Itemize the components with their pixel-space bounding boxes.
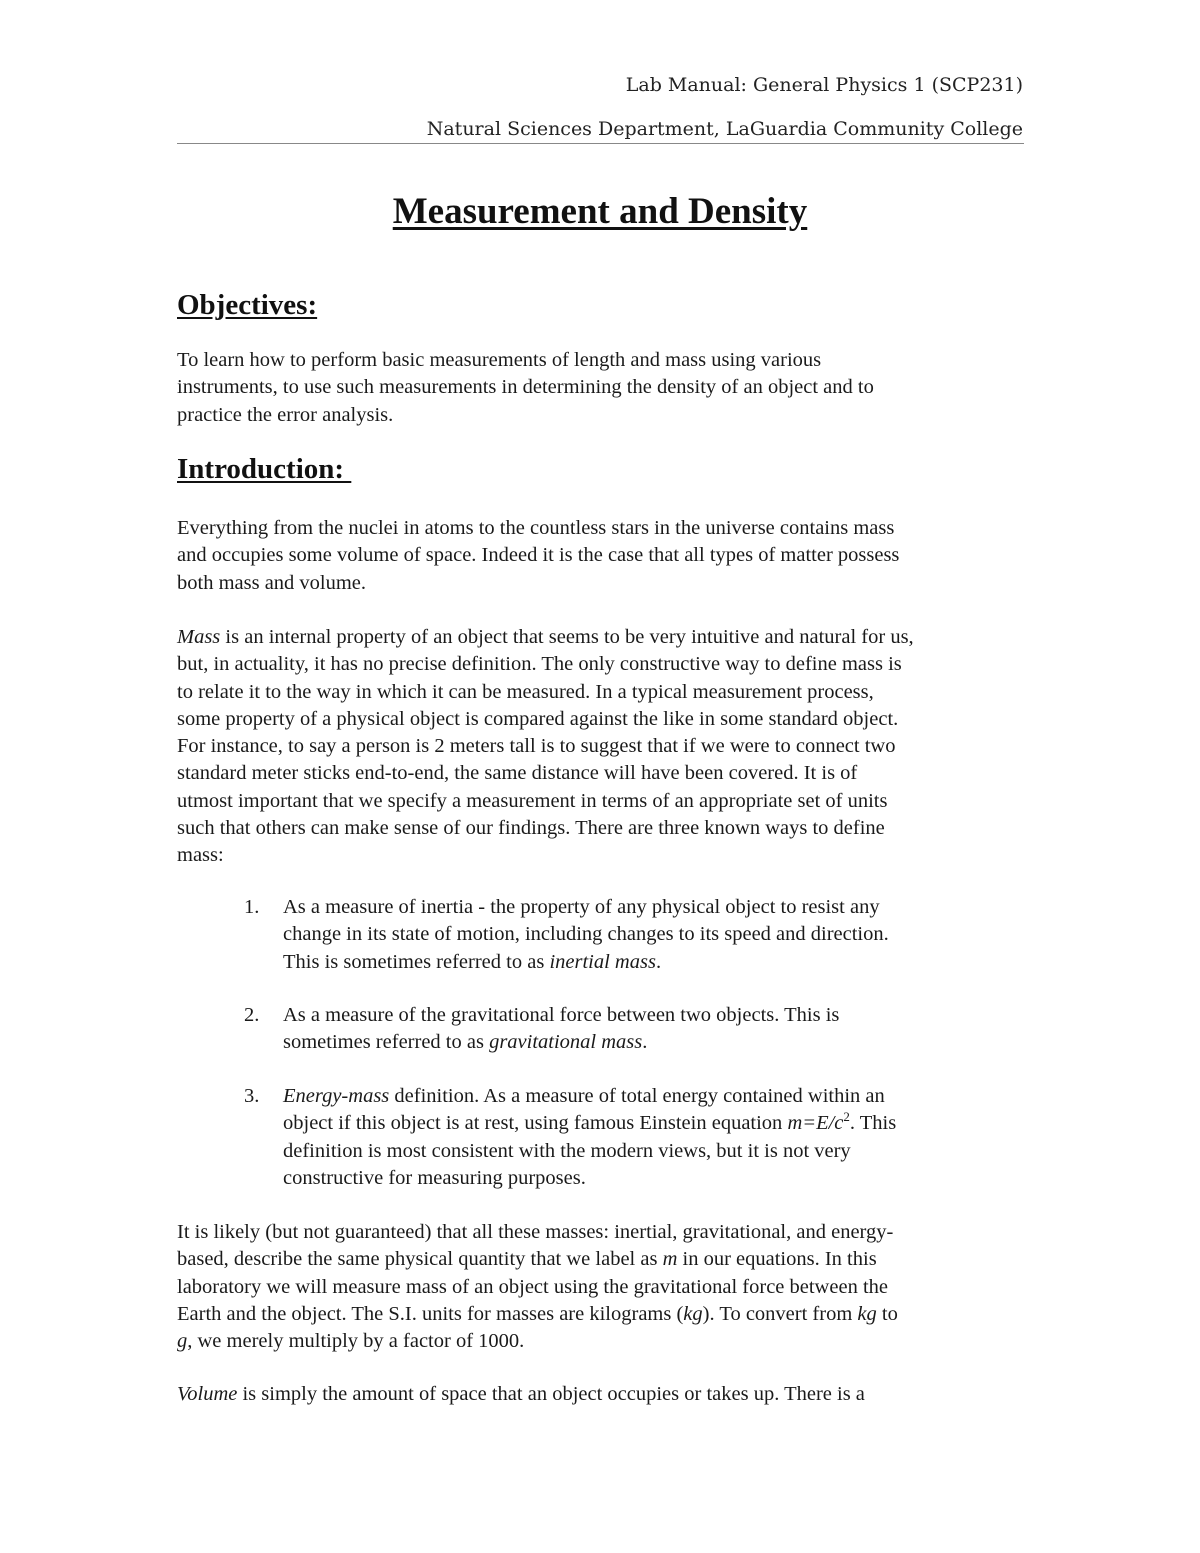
text-line: Energy-mass definition. As a measure of total energy contained within an xyxy=(283,1085,885,1107)
header-divider xyxy=(177,143,1024,144)
text-line: and occupies some volume of space. Indeed it is the case that all types of matter possess xyxy=(177,544,900,567)
text-line: to relate it to the way in which it can be measured. In a typical measurement process, xyxy=(177,680,874,703)
list-number: 1. xyxy=(244,896,260,918)
mass-term: Mass xyxy=(177,626,221,648)
text-line: utmost important that we specify a measurement in terms of an appropriate set of units xyxy=(177,789,888,812)
volume-term: Volume xyxy=(177,1383,238,1405)
text-line: object if this object is at rest, using famous Einstein equation $m=E/c^2$. This xyxy=(283,1109,897,1135)
unit-kg: kg xyxy=(857,1302,877,1325)
text-line: standard meter sticks end-to-end, the same distance will have been covered. It is of xyxy=(177,762,858,785)
objectives-paragraph xyxy=(177,347,1037,429)
text-line: Everything from the nuclei in atoms to the countless stars in the universe contains mass xyxy=(177,517,895,539)
text-line: Mass is an internal property of an object that seems to be very intuitive and natural for us, xyxy=(177,626,914,648)
text-line: but, in actuality, it has no precise definition. The only constructive way to define mass is xyxy=(177,653,902,676)
text-line: some property of a physical object is compared against the like in some standard object. xyxy=(177,707,899,730)
volume-paragraph xyxy=(177,1381,1037,1408)
text-line: change in its state of motion, including changes to its speed and direction. xyxy=(283,923,889,946)
gravitational-mass-term: gravitational mass xyxy=(489,1031,643,1054)
equation-exponent: 2 xyxy=(843,1109,850,1125)
objectives-heading: Objectives: xyxy=(177,289,318,321)
unit-kg: kg xyxy=(683,1302,703,1325)
text-line: g, we merely multiply by a factor of 1000. xyxy=(177,1330,525,1353)
energy-mass-term: Energy-mass xyxy=(283,1085,390,1107)
list-number: 3. xyxy=(244,1085,260,1107)
mass-paragraph xyxy=(177,624,1037,870)
text-line: instruments, to use such measurements in determining the density of an object and to xyxy=(177,376,874,399)
text-line: laboratory we will measure mass of an object using the gravitational force between the xyxy=(177,1275,888,1298)
text-line: As a measure of the gravitational force between two objects. This is xyxy=(283,1004,840,1026)
text-line: practice the error analysis. xyxy=(177,403,394,426)
text-line: It is likely (but not guaranteed) that all these masses: inertial, gravitational, and energy- xyxy=(177,1221,894,1243)
text-line: mass: xyxy=(177,844,224,867)
header-course-title: Lab Manual: General Physics 1 (SCP231) xyxy=(625,74,1023,96)
text-line: This is sometimes referred to as inertial mass. xyxy=(283,950,662,973)
text-line: based, describe the same physical quantity that we label as m in our equations. In this xyxy=(177,1248,877,1271)
header-department: Natural Sciences Department, LaGuardia Community College xyxy=(426,118,1023,140)
masses-paragraph xyxy=(177,1219,1037,1355)
text-line: To learn how to perform basic measurements of length and mass using various xyxy=(177,349,822,371)
einstein-equation: m=E/c xyxy=(787,1112,844,1135)
text-line: Earth and the object. The S.I. units for masses are kilograms (kg). To convert from kg to xyxy=(177,1302,898,1325)
list-number: 2. xyxy=(244,1004,260,1026)
mass-symbol: m xyxy=(662,1248,678,1271)
text-line: For instance, to say a person is 2 meters tall is to suggest that if we were to connect two xyxy=(177,735,896,758)
text-line: sometimes referred to as gravitational mass. xyxy=(283,1031,648,1054)
text-line: definition is most consistent with the modern views, but it is not very xyxy=(283,1139,851,1162)
text-line: Volume is simply the amount of space that an object occupies or takes up. There is a xyxy=(177,1383,865,1405)
inertial-mass-term: inertial mass xyxy=(549,950,656,973)
unit-g: g xyxy=(177,1330,188,1353)
text-line: As a measure of inertia - the property of any physical object to resist any xyxy=(283,896,880,918)
text-line: constructive for measuring purposes. xyxy=(283,1166,586,1189)
introduction-heading: Introduction: xyxy=(177,453,352,485)
introduction-paragraph xyxy=(177,515,1037,597)
text-line: such that others can make sense of our findings. There are three known ways to define xyxy=(177,817,885,840)
document-title: Measurement and Density xyxy=(392,191,808,232)
text-line: both mass and volume. xyxy=(177,571,367,594)
